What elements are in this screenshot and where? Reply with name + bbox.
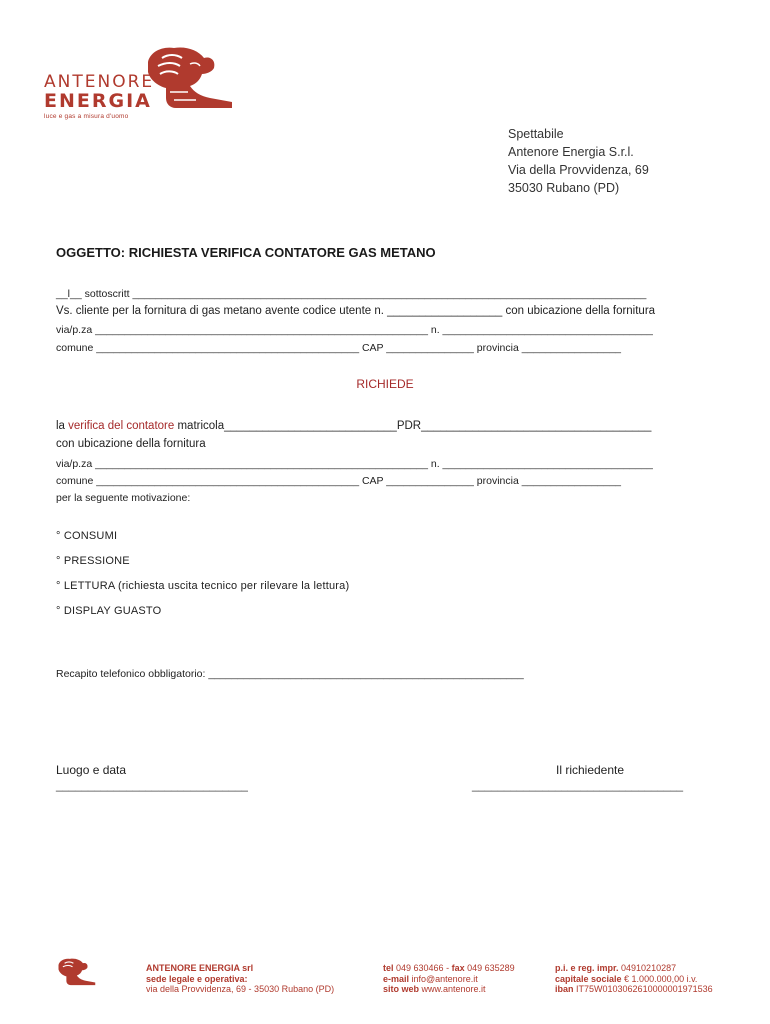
la-text: la (56, 420, 69, 432)
footer-email-link[interactable]: info@antenore.it (409, 973, 478, 984)
footer-pi-label: p.i. e reg. impr. (555, 963, 619, 973)
via-field-2[interactable]: via/p.za _________________________________________________________ n. ____________________________________ (56, 458, 653, 470)
via-field[interactable]: via/p.za _________________________________________________________ n. ____________________________________ (56, 324, 653, 336)
option-pressione[interactable]: ° PRESSIONE (56, 555, 130, 567)
verifica-contatore-text: verifica del contatore (68, 420, 175, 432)
footer-web-link[interactable]: www.antenore.it (419, 984, 486, 994)
luogo-data-label: Luogo e data (56, 763, 127, 777)
logo-tagline: luce e gas a misura d'uomo (44, 113, 129, 120)
address-line: 35030 Rubano (PD) (508, 181, 620, 195)
footer-email-label: e-mail (383, 973, 410, 984)
luogo-data-line[interactable]: ______________________________ (56, 780, 248, 792)
matricola-field[interactable] (56, 420, 651, 432)
option-lettura[interactable]: ° LETTURA (richiesta uscita tecnico per rilevare la lettura) (56, 580, 350, 592)
footer-sede-label: sede legale e operativa: (146, 973, 248, 984)
company-logo (44, 72, 154, 120)
footer-iban-label: iban (555, 984, 574, 994)
sottoscritto-field[interactable]: __l__ sottoscritt ________________________________________________________________________________________ (56, 288, 647, 300)
footer-legal (555, 963, 713, 995)
logo-line1: ANTENORE (44, 72, 155, 92)
richiede-heading: RICHIEDE (356, 377, 414, 391)
lion-logo-icon (140, 44, 236, 117)
footer-company (146, 963, 334, 995)
cliente-field[interactable]: Vs. cliente per la fornitura di gas metano avente codice utente n. __________________ con ubicazione della fornitura (56, 305, 656, 317)
richiedente-label: Il richiedente (556, 763, 625, 777)
footer-tel: 049 630466 - (393, 963, 452, 973)
footer-capitale-label: capitale sociale (555, 973, 622, 984)
footer-lion-icon (55, 956, 97, 993)
richiedente-signature-line[interactable]: _________________________________ (472, 780, 684, 792)
footer-capitale: € 1.000.000,00 i.v. (621, 973, 698, 984)
footer-company-name: ANTENORE ENERGIA srl (146, 963, 254, 973)
comune-field[interactable]: comune _____________________________________________ CAP _______________ provincia _________________ (56, 342, 622, 354)
comune-field-2[interactable]: comune _____________________________________________ CAP _______________ provincia _________________ (56, 475, 622, 487)
option-display-guasto[interactable]: ° DISPLAY GUASTO (56, 605, 162, 617)
footer-web-label: sito web (383, 984, 420, 994)
footer-tel-label: tel (383, 963, 394, 973)
footer-fax-label: fax (451, 963, 465, 973)
footer-fax: 049 635289 (464, 963, 515, 973)
recipient-address (508, 125, 649, 197)
motivazione-label: per la seguente motivazione: (56, 492, 191, 504)
footer-iban: IT75W0103062610000001971536 (573, 984, 713, 994)
footer-address: via della Provvidenza, 69 - 35030 Rubano (PD) (146, 984, 335, 994)
footer-pi: 04910210287 (618, 963, 677, 973)
ubicazione-label: con ubicazione della fornitura (56, 438, 206, 450)
matricola-pdr-text: matricola___________________________PDR____________________________________ (174, 420, 652, 432)
option-consumi[interactable]: ° CONSUMI (56, 530, 118, 542)
footer-contacts (383, 963, 515, 995)
phone-field[interactable]: Recapito telefonico obbligatorio: ______________________________________________________ (56, 668, 524, 680)
address-line: Via della Provvidenza, 69 (508, 163, 649, 177)
address-line: Antenore Energia S.r.l. (508, 145, 634, 159)
logo-line2: ENERGIA (44, 90, 152, 112)
address-line: Spettabile (508, 127, 564, 141)
subject-heading: OGGETTO: RICHIESTA VERIFICA CONTATORE GAS METANO (56, 245, 436, 260)
